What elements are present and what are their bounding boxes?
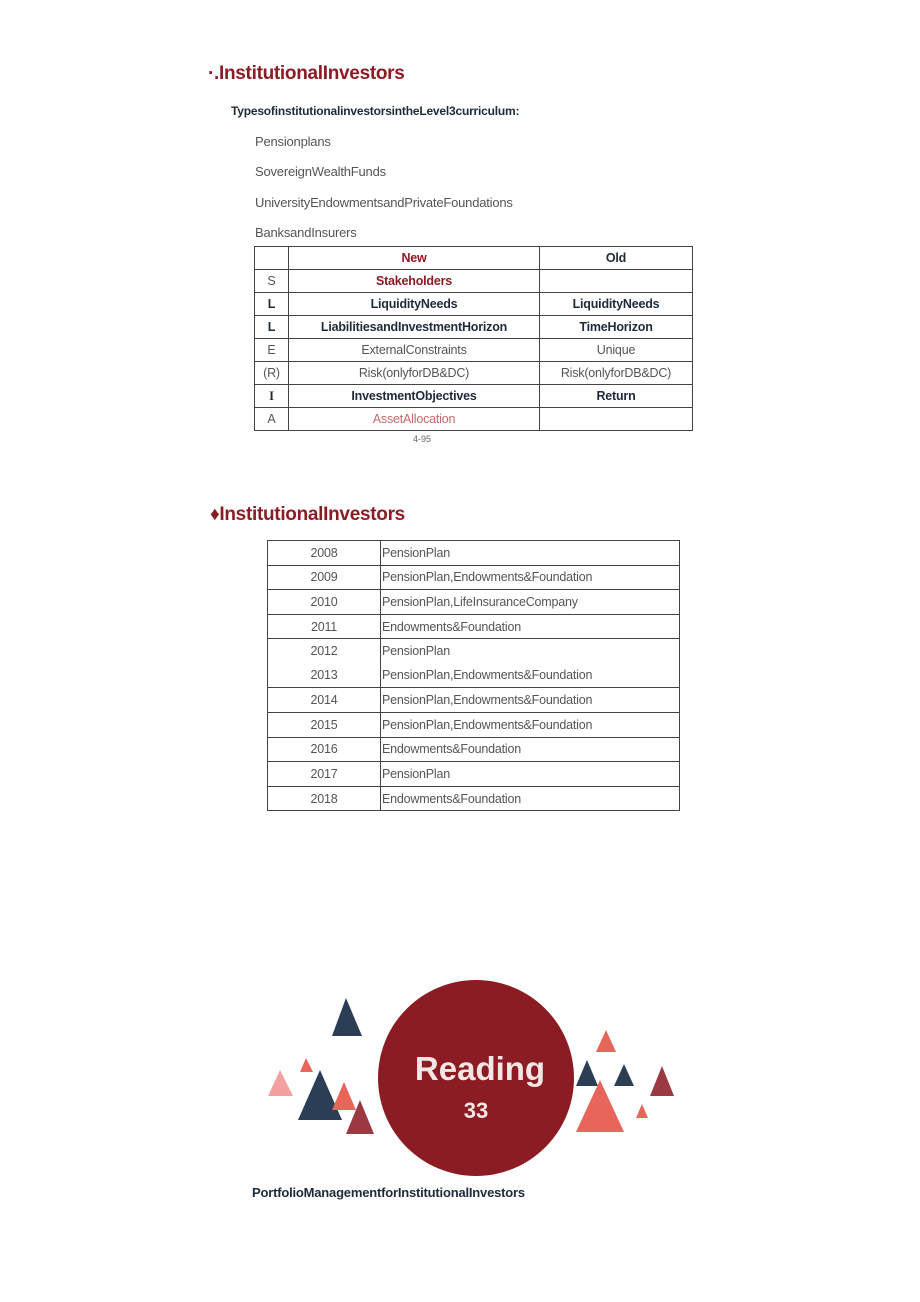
desc-cell: PensionPlan,Endowments&Foundation <box>381 565 680 590</box>
table-row <box>255 362 693 385</box>
table-row <box>255 408 693 431</box>
list-item: UniversityEndowmentsandPrivateFoundations <box>255 195 513 210</box>
table-row <box>268 541 680 566</box>
desc-cell: PensionPlan <box>381 762 680 787</box>
table-row <box>268 639 680 688</box>
row-letter: I <box>255 385 289 408</box>
slle-table <box>254 246 693 431</box>
footer-title: PortfolioManagementforInstitutionalInvestors <box>252 1185 525 1200</box>
desc-cell: Endowments&Foundation <box>381 786 680 811</box>
table-row <box>268 786 680 811</box>
triangle-coral-shape <box>596 1030 616 1052</box>
exam-history-table <box>267 540 680 811</box>
desc-cell: PensionPlan,Endowments&Foundation <box>381 712 680 737</box>
row-new: Stakeholders <box>289 270 540 293</box>
triangle-coral-shape <box>636 1104 648 1118</box>
row-letter: S <box>255 270 289 293</box>
row-old: LiquidityNeeds <box>540 293 693 316</box>
year-line: 2013 <box>310 668 338 683</box>
table-row <box>255 316 693 339</box>
year-cell: 2010 <box>268 590 381 615</box>
triangle-navy-shape <box>614 1064 634 1086</box>
list-item: Pensionplans <box>255 134 331 149</box>
section1-title: ·.InstitutionalInvestors <box>208 63 405 84</box>
page-number: 4-95 <box>413 434 432 444</box>
triangle-navy-shape <box>576 1060 598 1086</box>
list-item: BanksandInsurers <box>255 225 357 240</box>
desc-cell: PensionPlan <box>381 541 680 566</box>
triangle-pink-shape <box>268 1070 293 1096</box>
reading-label: Reading <box>414 1050 546 1087</box>
row-old <box>540 408 693 431</box>
list-item: SovereignWealthFunds <box>255 164 386 179</box>
row-old: Risk(onlyforDB&DC) <box>540 362 693 385</box>
triangle-navy-shape <box>332 998 362 1036</box>
row-old: Return <box>540 385 693 408</box>
table-header-row <box>255 247 693 270</box>
year-cell <box>268 639 381 688</box>
table-row <box>268 762 680 787</box>
year-cell: 2017 <box>268 762 381 787</box>
table-row <box>268 565 680 590</box>
row-new: AssetAllocation <box>289 408 540 431</box>
row-old <box>540 270 693 293</box>
row-letter: (R) <box>255 362 289 385</box>
header-new: New <box>289 247 540 270</box>
row-new: Risk(onlyforDB&DC) <box>289 362 540 385</box>
table-row <box>268 614 680 639</box>
year-cell: 2018 <box>268 786 381 811</box>
desc-line: PensionPlan,Endowments&Foundation <box>382 668 593 683</box>
section1-subhead: TypesofinstitutionalinvestorsintheLevel3curriculum: <box>231 104 520 118</box>
triangle-coral-shape <box>300 1058 313 1072</box>
row-old: TimeHorizon <box>540 316 693 339</box>
table-row <box>268 737 680 762</box>
desc-cell: PensionPlan,LifeInsuranceCompany <box>381 590 680 615</box>
table-row <box>268 712 680 737</box>
row-new: LiabilitiesandInvestmentHorizon <box>289 316 540 339</box>
row-letter: L <box>255 316 289 339</box>
row-letter: A <box>255 408 289 431</box>
header-letter <box>255 247 289 270</box>
desc-cell: Endowments&Foundation <box>381 614 680 639</box>
row-letter: E <box>255 339 289 362</box>
desc-line: PensionPlan <box>382 644 450 659</box>
year-line: 2012 <box>310 644 338 659</box>
triangle-coral-shape <box>332 1082 356 1110</box>
desc-cell <box>381 639 680 688</box>
triangle-coral-shape <box>576 1080 624 1132</box>
reading-number: 33 <box>463 1098 489 1123</box>
header-old: Old <box>540 247 693 270</box>
year-cell: 2008 <box>268 541 381 566</box>
year-cell: 2016 <box>268 737 381 762</box>
table-row <box>268 688 680 713</box>
desc-cell: PensionPlan,Endowments&Foundation <box>381 688 680 713</box>
table-row <box>255 293 693 316</box>
table-row <box>268 590 680 615</box>
table-row <box>255 339 693 362</box>
year-cell: 2009 <box>268 565 381 590</box>
table-row <box>255 385 693 408</box>
section2-title: ♦InstitutionalInvestors <box>210 504 405 525</box>
year-cell: 2014 <box>268 688 381 713</box>
reading-cover-graphic <box>260 970 690 1185</box>
row-new: InvestmentObjectives <box>289 385 540 408</box>
year-cell: 2015 <box>268 712 381 737</box>
row-letter: L <box>255 293 289 316</box>
row-new: ExternalConstraints <box>289 339 540 362</box>
year-cell: 2011 <box>268 614 381 639</box>
row-new: LiquidityNeeds <box>289 293 540 316</box>
triangle-maroon-shape <box>650 1066 674 1096</box>
desc-cell: Endowments&Foundation <box>381 737 680 762</box>
table-row <box>255 270 693 293</box>
row-old: Unique <box>540 339 693 362</box>
triangle-navy-shape <box>298 1070 342 1120</box>
